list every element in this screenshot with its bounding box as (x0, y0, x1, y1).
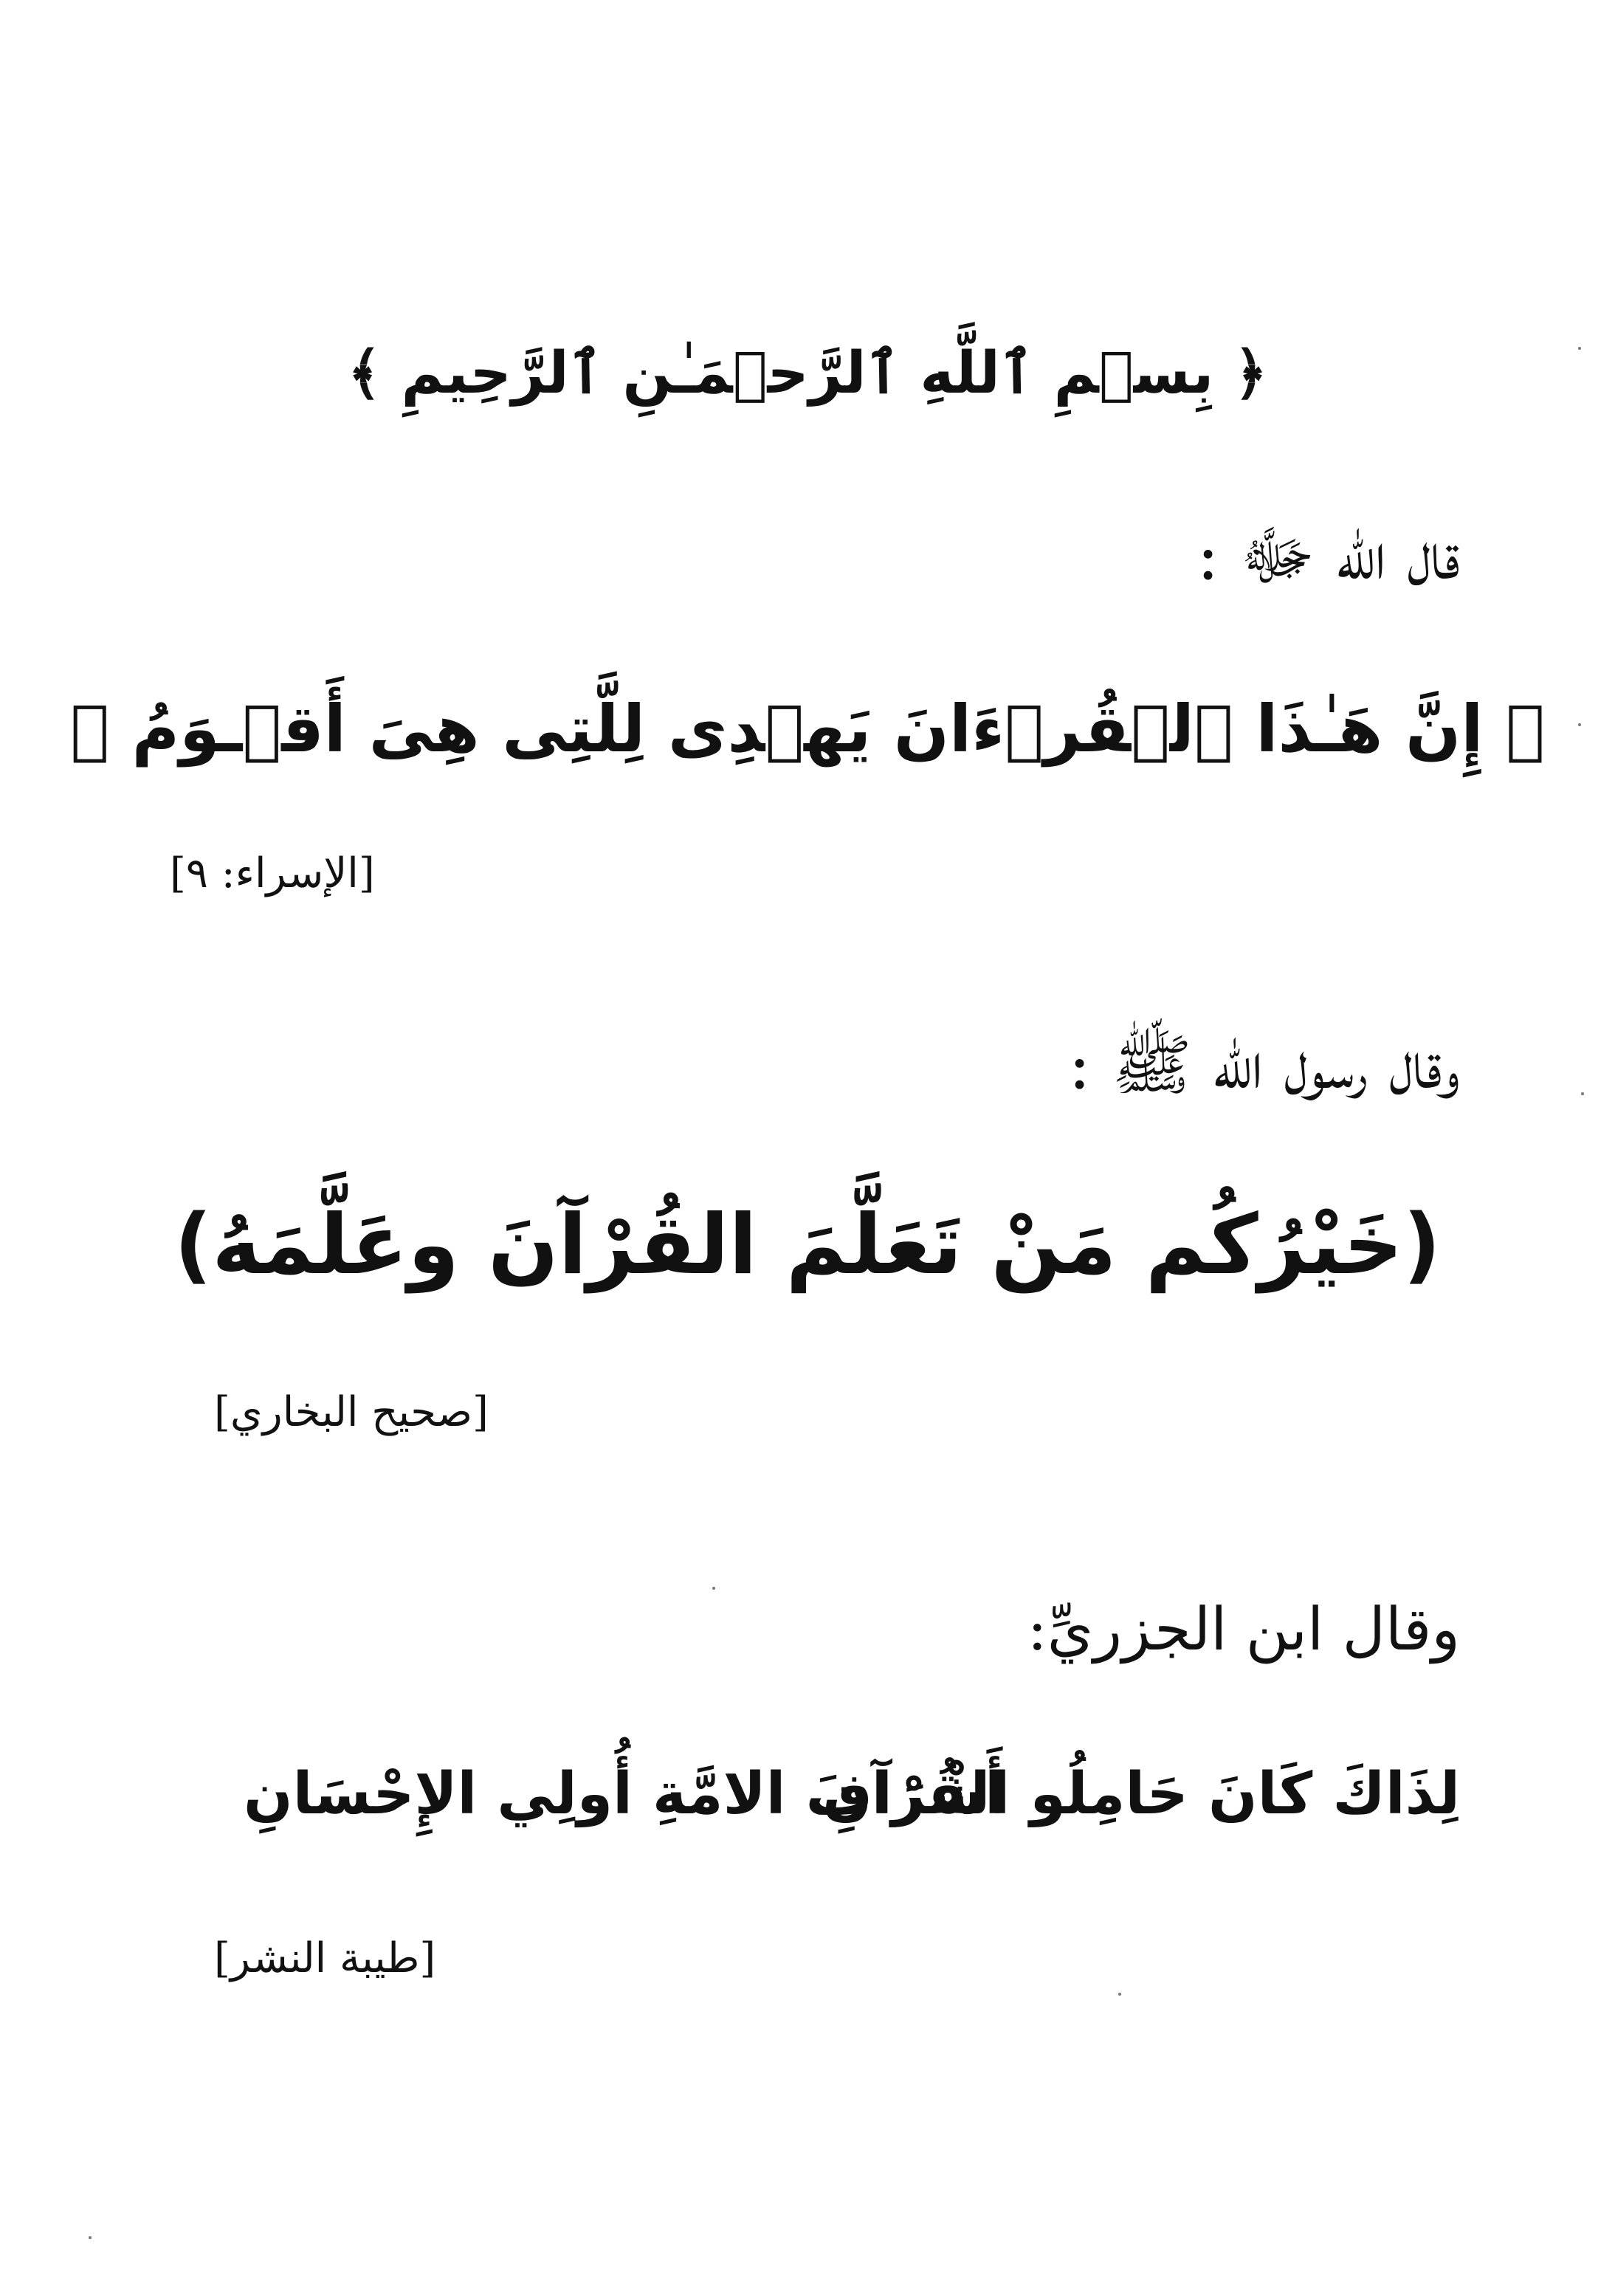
verse-second-half: أَشْرَافَ الامَّةِ أُولِي الإِحْسَانِ (244, 1761, 1005, 1827)
scan-speck (89, 2236, 92, 2239)
hadith-text: (خَيْرُكُم مَنْ تَعَلَّمَ القُرْآنَ وعَلَّمَهُ) (174, 1197, 1441, 1293)
quran-ayah: ﴿ إِنَّ هَـٰذَا ٱلۡقُرۡءَانَ يَهۡدِى لِلَّتِى هِىَ أَقۡـوَمُ ﴾ (70, 691, 1545, 767)
jazari-intro: وقال ابن الجزريِّ: (1027, 1595, 1460, 1664)
quran-intro: قال الله ﷻ : (1196, 517, 1460, 595)
scan-speck (1581, 1092, 1584, 1095)
verse-first-half: لِذَاكَ كَانَ حَامِلُو القُرْآنِ (822, 1761, 1460, 1827)
quran-reference: [الإسراء: ٩] (170, 849, 375, 897)
hadith-reference: [صحيح البخاري] (214, 1388, 489, 1436)
scan-speck (1578, 723, 1581, 726)
basmala-heading: ﴿ بِسۡمِ ٱللَّهِ ٱلرَّحۡمَـٰنِ ٱلرَّحِيمِ ﴾ (347, 340, 1268, 407)
scan-speck (1578, 347, 1581, 350)
scan-speck (712, 1587, 715, 1590)
scan-speck (1118, 1993, 1121, 1996)
hadith-intro: وقال رسول الله ﷺ : (1068, 1027, 1460, 1104)
verse-reference: [طيبة النشر] (214, 1934, 436, 1982)
